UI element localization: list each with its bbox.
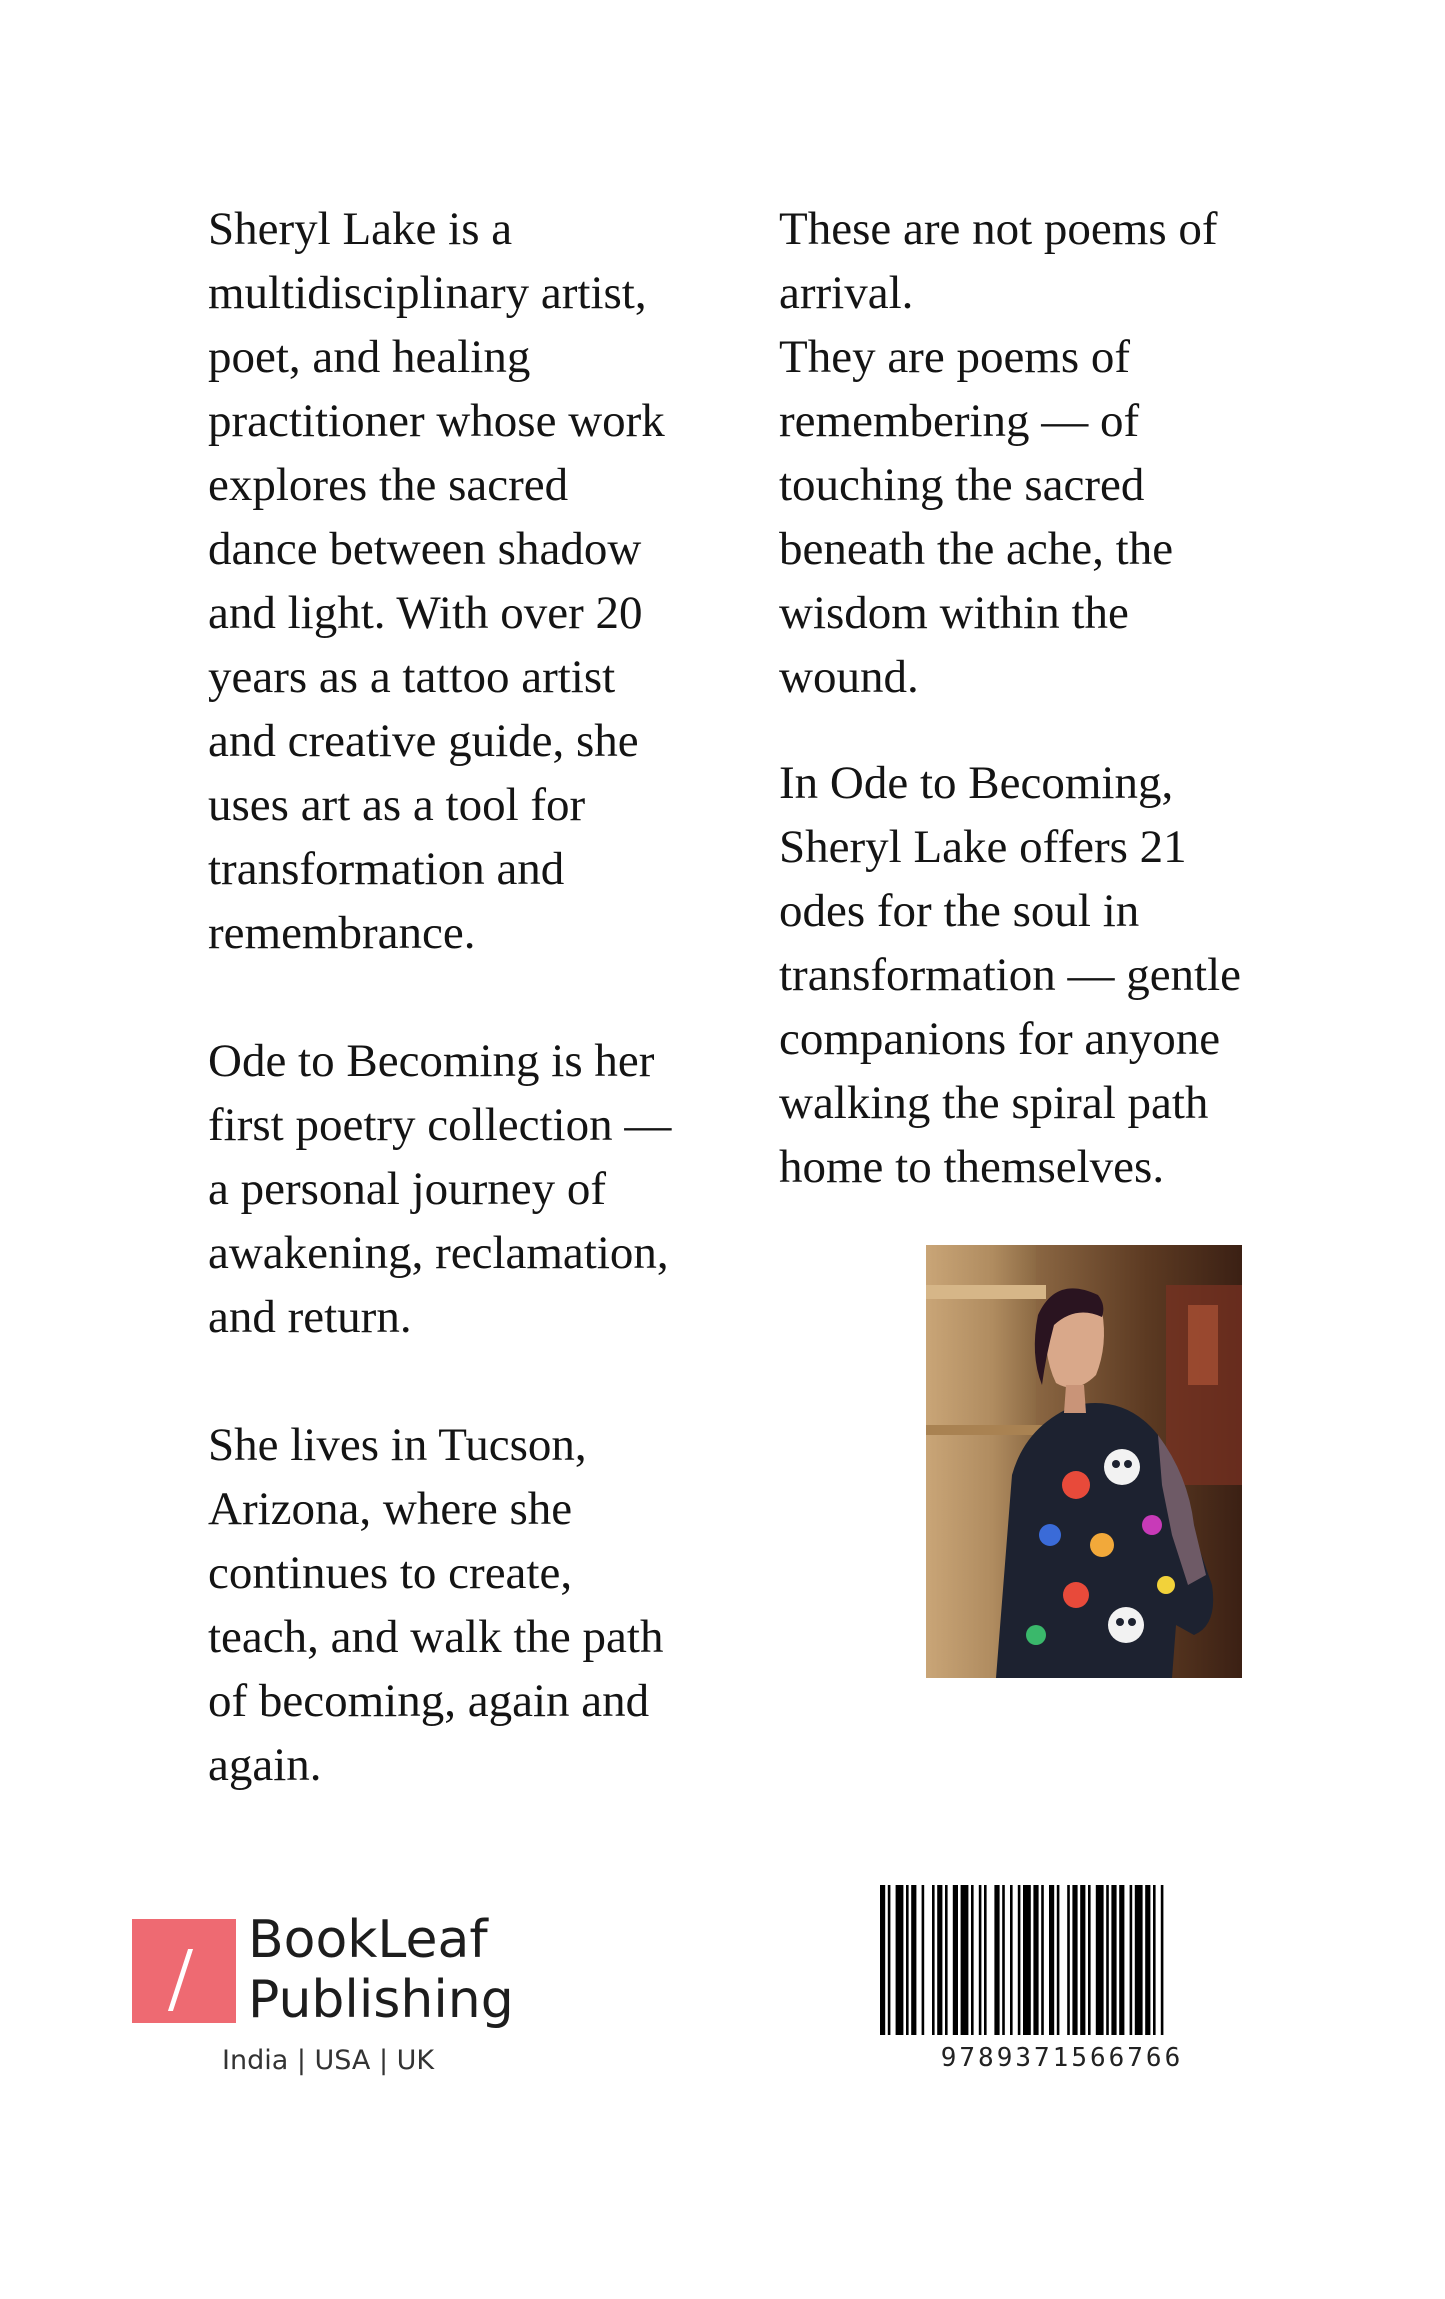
barcode-bar [953,1885,958,2035]
text-line: arrival. [779,267,914,319]
text-line: odes for the soul in [779,885,1140,937]
barcode-bar [1067,1885,1070,2035]
text-line: teach, and walk the path [208,1611,664,1663]
text-line: practitioner whose work [208,395,665,447]
text-line: Sheryl Lake is a [208,203,513,255]
barcode-bar [1161,1885,1164,2035]
text-line: touching the sacred [779,459,1145,511]
location-paragraph [208,1413,728,1797]
left-column [208,197,728,1797]
text-line: home to themselves. [779,1141,1165,1193]
barcode-bar [1145,1885,1150,2035]
publisher-regions: India | USA | UK [222,2045,435,2076]
text-line: first poetry collection — [208,1099,672,1151]
barcode-bar [1130,1885,1133,2035]
text-line: again. [208,1739,322,1791]
barcode-bar [1080,1885,1085,2035]
text-line: beneath the ache, the [779,523,1174,575]
text-line: In Ode to Becoming, [779,757,1174,809]
barcode-bar [880,1885,885,2035]
text-line: uses art as a tool for [208,779,586,831]
text-line: dance between shadow [208,523,642,575]
text-line: a personal journey of [208,1163,607,1215]
text-line: explores the sacred [208,459,569,511]
text-line: walking the spiral path [779,1077,1209,1129]
barcode-icon [878,1885,1246,2035]
barcode-bar [1010,1885,1013,2035]
text-line: companions for anyone [779,1013,1221,1065]
text-line: wisdom within the [779,587,1129,639]
barcode-bar [911,1885,916,2035]
barcode-bar [961,1885,969,2035]
text-line: years as a tattoo artist [208,651,616,703]
blurb-paragraph [779,751,1299,1199]
right-column [779,197,1299,1199]
publisher-name [248,1910,514,2030]
author-photo [926,1245,1242,1678]
text-line: continues to create, [208,1547,573,1599]
barcode-bar [1119,1885,1124,2035]
author-photo-illustration [926,1245,1242,1678]
barcode-bar [1018,1885,1021,2035]
text-line: and return. [208,1291,412,1343]
intro-paragraph [779,197,1299,709]
barcode-bar [1002,1885,1005,2035]
text-line: wound. [779,651,919,703]
paragraph-gap [779,709,1299,751]
text-line: They are poems of [779,331,1131,383]
barcode-bar [1041,1885,1044,2035]
barcode-bar [1057,1885,1060,2035]
barcode-bar [1023,1885,1031,2035]
barcode-bar [1135,1885,1143,2035]
paragraph-gap [208,965,728,1029]
isbn-number: 9789371566766 [940,2043,1184,2073]
text-line: Arizona, where she [208,1483,573,1535]
barcode-bar [1033,1885,1038,2035]
text-line: multidisciplinary artist, [208,267,647,319]
barcode-bar [932,1885,935,2035]
publisher-name-line: BookLeaf [248,1910,488,1970]
text-line: of becoming, again and [208,1675,650,1727]
collection-paragraph [208,1029,728,1349]
slash-icon [168,1949,193,2011]
text-line: transformation — gentle [779,949,1242,1001]
barcode-bar [1111,1885,1116,2035]
barcode-bar [994,1885,999,2035]
barcode-bar [971,1885,974,2035]
text-line: and creative guide, she [208,715,639,767]
text-line: Ode to Becoming is her [208,1035,655,1087]
barcode-bar [1072,1885,1077,2035]
barcode-bar [888,1885,891,2035]
text-line: These are not poems of [779,203,1218,255]
text-line: She lives in Tucson, [208,1419,587,1471]
barcode-bar [937,1885,942,2035]
barcode-bar [922,1885,925,2035]
barcode-bar [1096,1885,1104,2035]
text-line: transformation and [208,843,565,895]
barcode-bar [1049,1885,1054,2035]
barcode-bar [979,1885,982,2035]
barcode-bar [945,1885,948,2035]
text-line: remembering — of [779,395,1140,447]
text-line: Sheryl Lake offers 21 [779,821,1187,873]
barcode-bar [896,1885,904,2035]
bio-paragraph [208,197,728,965]
publisher-logo [132,1910,532,2090]
barcode-bar [1106,1885,1109,2035]
publisher-name-line: Publishing [248,1970,514,2030]
text-line: remembrance. [208,907,476,959]
barcode-bar [984,1885,987,2035]
barcode-bar [1088,1885,1091,2035]
publisher-logo-mark [132,1919,236,2023]
barcode-bar [1153,1885,1156,2035]
text-line: awakening, reclamation, [208,1227,669,1279]
text-line: poet, and healing [208,331,531,383]
text-line: and light. With over 20 [208,587,643,639]
paragraph-gap [208,1349,728,1413]
barcode-bar [906,1885,909,2035]
